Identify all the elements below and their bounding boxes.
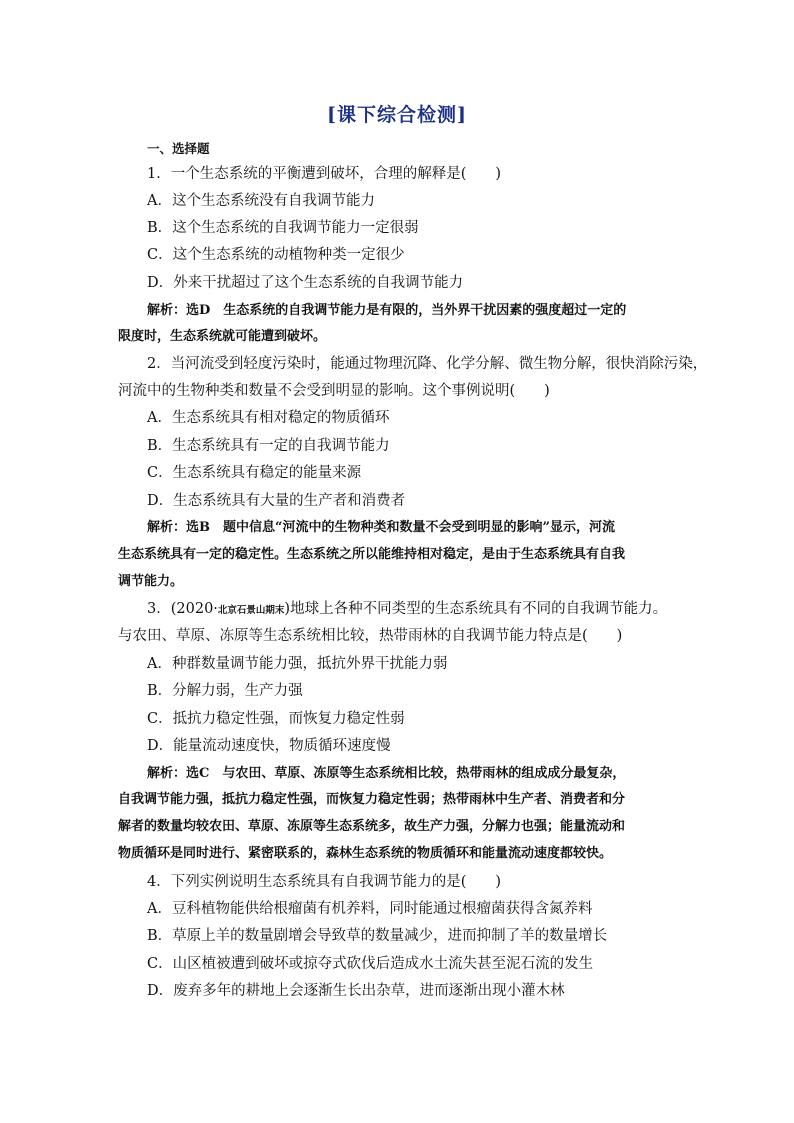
question-3-option-a: A．种群数量调节能力强，抵抗外界干扰能力弱	[147, 656, 448, 672]
question-2-option-d: D．生态系统具有大量的生产者和消费者	[147, 493, 406, 509]
question-3-number: 3．	[147, 601, 171, 617]
question-4-stem: 4．下列实例说明生态系统具有自我调节能力的是( )	[147, 874, 502, 890]
question-1-analysis-line: 限度时，生态系统就可能遭到破坏。	[118, 329, 327, 344]
question-4-option-a: A．豆科植物能供给根瘤菌有机养料，同时能通过根瘤菌获得含氮养料	[147, 901, 593, 917]
question-2-option-b: B．生态系统具有一定的自我调节能力	[147, 438, 390, 454]
question-3-source-suffix: )	[284, 601, 291, 617]
question-3-source: 北京石景山期末	[217, 605, 285, 616]
question-3-option-d: D．能量流动速度快，物质循环速度慢	[147, 738, 391, 754]
question-2-stem: 2．当河流受到轻度污染时，能通过物理沉降、化学分解、微生物分解，很快消除污染，	[147, 356, 708, 372]
question-1-option-c: C．这个生态系统的动植物种类一定很少	[147, 247, 405, 263]
question-2-analysis-line: 调节能力。	[118, 574, 184, 589]
question-3-stem-text: 地球上各种不同类型的生态系统具有不同的自我调节能力。	[290, 601, 668, 617]
question-1-option-a: A．这个生态系统没有自我调节能力	[147, 193, 375, 209]
question-1-option-d: D．外来干扰超过了这个生态系统的自我调节能力	[147, 275, 464, 291]
question-3-analysis-line: 解者的数量均较农田、草原、冻原等生态系统多，故生产力强，分解力也强；能量流动和	[118, 819, 626, 834]
question-3-stem: 与农田、草原、冻原等生态系统相比较，热带雨林的自我调节能力特点是( )	[118, 628, 623, 644]
question-1-option-b: B．这个生态系统的自我调节能力一定很弱	[147, 220, 419, 236]
question-2-option-c: C．生态系统具有稳定的能量来源	[147, 465, 362, 481]
question-2-analysis-line: 生态系统具有一定的稳定性。生态系统之所以能维持相对稳定，是由于生态系统具有自我	[118, 547, 626, 562]
page-title: [课下综合检测]	[327, 104, 467, 126]
question-2-stem: 河流中的生物种类和数量不会受到明显的影响。这个事例说明( )	[118, 383, 550, 399]
question-3-analysis-line: 物质循环是同时进行、紧密联系的，森林生态系统的物质循环和能量流动速度都较快。	[118, 846, 613, 861]
question-3-analysis-line: 解析：选C 与农田、草原、冻原等生态系统相比较，热带雨林的组成成分最复杂，	[147, 766, 626, 781]
question-3-source-prefix: (2020·	[170, 601, 218, 617]
question-4-option-d: D．废弃多年的耕地上会逐渐生长出杂草，进而逐渐出现小灌木林	[147, 983, 565, 999]
question-3-option-c: C．抵抗力稳定性强，而恢复力稳定性弱	[147, 711, 405, 727]
question-4-option-c: C．山区植被遭到破坏或掠夺式砍伐后造成水土流失甚至泥石流的发生	[147, 956, 594, 972]
question-3-option-b: B．分解力弱，生产力强	[147, 683, 303, 699]
question-2-analysis-line: 解析：选B 题中信息“河流中的生物种类和数量不会受到明显的影响”显示，河流	[147, 520, 615, 535]
question-3-analysis-line: 自我调节能力强，抵抗力稳定性强，而恢复力稳定性弱；热带雨林中生产者、消费者和分	[118, 792, 626, 807]
question-4-option-b: B．草原上羊的数量剧增会导致草的数量减少，进而抑制了羊的数量增长	[147, 928, 608, 944]
question-1-analysis-line: 解析：选D 生态系统的自我调节能力是有限的，当外界干扰因素的强度超过一定的	[147, 303, 627, 318]
question-3-stem	[147, 602, 713, 617]
section-heading: 一、选择题	[147, 141, 210, 156]
question-1-stem: 1．一个生态系统的平衡遭到破坏，合理的解释是( )	[147, 166, 502, 182]
question-2-option-a: A．生态系统具有相对稳定的物质循环	[147, 410, 390, 426]
